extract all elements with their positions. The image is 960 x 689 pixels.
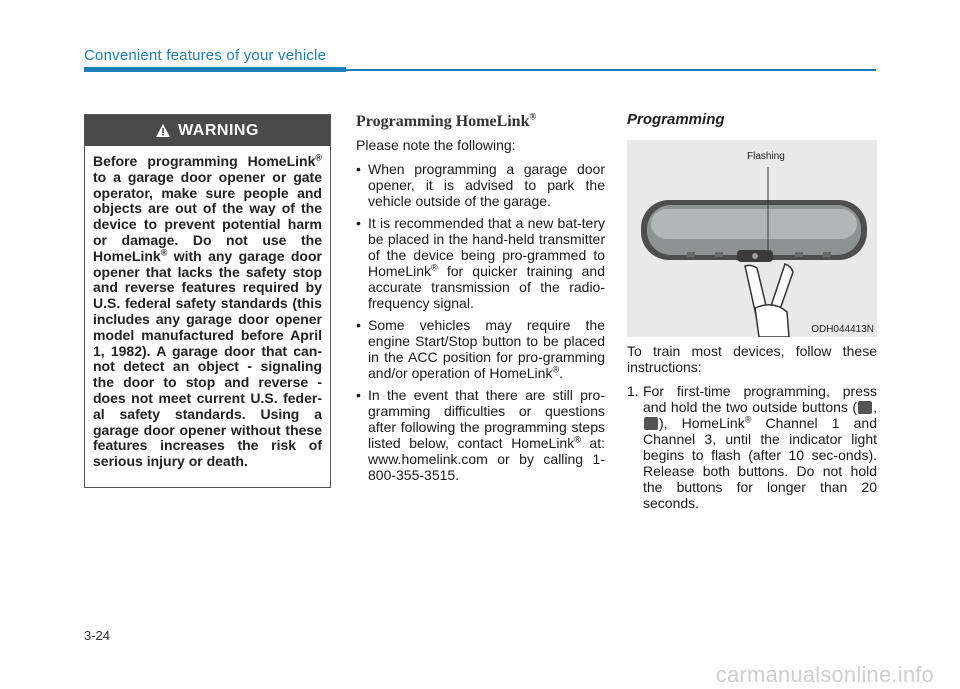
warning-header (85, 115, 330, 146)
section-title: Programming HomeLink® (356, 111, 537, 130)
programming-section (627, 111, 877, 128)
figure-label: Flashing (747, 151, 785, 162)
header-rule-thin (346, 69, 876, 71)
warning-triangle-icon (156, 124, 170, 137)
programming-homelink-section (356, 113, 605, 489)
list-item: • Some vehicles may require the engine Start/Stop button to be placed in the ACC position for pro-gramming and/or operation of HomeLink®. (356, 317, 605, 381)
list-item: 1. For first-time programming, press and hold the two outside buttons ( ,), HomeLink® Channel 1 and Channel 3, until the indicator light begins to flash (after 10 sec-onds). Release both buttons. Do not hold the buttons for longer than 20 seconds. (627, 383, 877, 511)
intro-text: Please note the following: (356, 137, 516, 153)
mirror-figure (627, 140, 877, 337)
homelink-channel-3-icon (644, 417, 658, 430)
list-item: • In the event that there are still pro-gramming difficulties or questions after following the programming steps listed below, contact HomeLink® at: www.homelink.com or by calling 1-800-355-3515. (356, 387, 605, 483)
page-number: 3-24 (84, 628, 111, 643)
programming-intro: To train most devices, follow these instructions: (627, 343, 877, 375)
header-section-title: Convenient features of your vehicle (84, 47, 327, 64)
programming-title: Programming (627, 111, 725, 128)
programming-instructions (627, 343, 877, 511)
bullet-list (356, 161, 605, 483)
homelink-channel-1-icon (858, 401, 872, 414)
list-item: • It is recommended that a new bat-tery be placed in the hand-held transmitter of the device being pro-grammed to HomeLink® for quicker training and accurate transmission of the radio-frequency signal. (356, 215, 605, 311)
steps-list (627, 383, 877, 511)
warning-label: WARNING (178, 121, 259, 139)
figure-code: ODH044413N (811, 324, 874, 335)
header-rule-thick (84, 67, 346, 72)
warning-box (84, 114, 331, 488)
rearview-mirror-illustration (627, 140, 877, 337)
list-item: • When programming a garage door opener, it is advised to park the vehicle outside of the garage. (356, 161, 605, 209)
warning-text: Before programming HomeLink® to a garage door opener or gate operator, make sure people and objects are out of the way of the device to prevent potential harm or damage. Do not use the HomeLink® with any garage door opener that lacks the safety stop and reverse features required by U.S. federal safety standards (this includes any garage door opener model manufactured before April 1, 1982). A garage door that can-not detect an object - signaling the door to stop and reverse - does not meet current U.S. feder-al safety standards. Using a garage door opener without these features increases the risk of serious injury or death. (93, 152, 322, 470)
watermark: carmanualsonline.info (715, 662, 934, 687)
